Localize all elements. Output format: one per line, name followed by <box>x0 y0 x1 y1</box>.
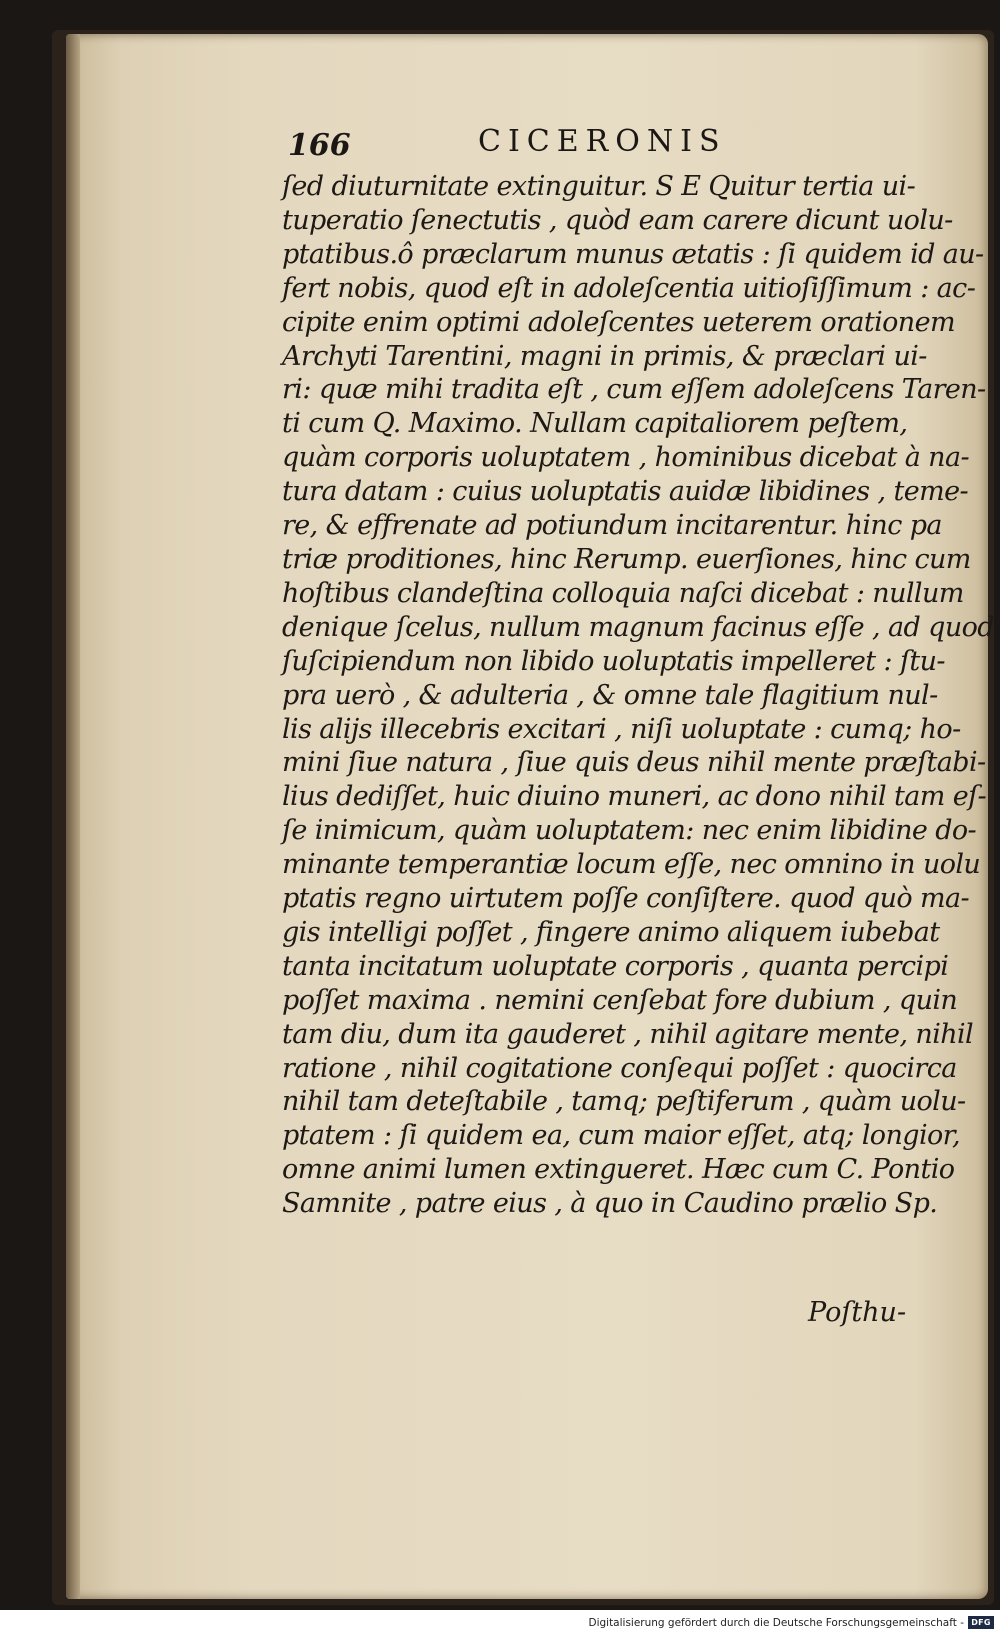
text-line: fert nobis, quod eſt in adoleſcentia uitioſiſſimum : ac- <box>282 272 976 304</box>
text-line: Archyti Tarentini, magni in primis, & præclari ui- <box>282 340 927 372</box>
text-line: tuperatio ſenectutis , quòd eam carere dicunt uolu- <box>282 204 953 236</box>
text-line: ſe inimicum, quàm uoluptatem: nec enim libidine do- <box>282 815 977 847</box>
text-line: tanta incitatum uoluptate corporis , quanta percipi <box>282 950 949 982</box>
text-line: ri: quæ mihi tradita eſt , cum eſſem adoleſcens Taren- <box>282 374 986 406</box>
text-line: omne animi lumen extingueret. Hæc cum C. Pontio <box>282 1154 955 1186</box>
text-line: nihil tam deteſtabile , tamq; peſtiferum , quàm uolu- <box>282 1086 966 1118</box>
catchword: Poſthu- <box>808 1297 907 1328</box>
text-line: gis intelligi poſſet , fingere animo aliquem iubebat <box>282 916 940 948</box>
text-line: ptatis regno uirtutem poſſe conſiſtere. quod quò ma- <box>282 883 970 915</box>
running-title: CICERONIS <box>478 124 727 159</box>
text-line: re, & effrenate ad potiundum incitarentur. hinc pa <box>282 510 942 542</box>
text-line: lius dediſſet, huic diuino muneri, ac dono nihil tam eſ- <box>282 781 987 813</box>
text-line: ptatibus.ô præclarum munus ætatis : ſi quidem id au- <box>282 238 984 270</box>
text-line: ſuſcipiendum non libido uoluptatis impelleret : ſtu- <box>282 645 945 677</box>
page-number: 166 <box>288 128 351 163</box>
body-text <box>282 170 994 1221</box>
text-line: mini ſiue natura , ſiue quis deus nihil mente præſtabi- <box>282 747 986 779</box>
text-line: hoſtibus clandeſtina colloquia naſci dicebat : nullum <box>282 577 964 609</box>
text-line: ti cum Q. Maximo. Nullam capitaliorem peſtem, <box>282 408 908 440</box>
page-header <box>288 124 888 168</box>
text-line: ratione , nihil cogitatione conſequi poſſet : quocirca <box>282 1052 957 1084</box>
text-line: pra uerò , & adulteria , & omne tale flagitium nul- <box>282 679 938 711</box>
text-line: ſed diuturnitate extinguitur. S E Quitur tertia ui- <box>282 171 916 202</box>
footer-bar <box>0 1610 1000 1635</box>
text-line: lis alijs illecebris excitari , niſi uoluptate : cumq; ho- <box>282 713 961 745</box>
text-line: cipite enim optimi adoleſcentes ueterem orationem <box>282 306 955 338</box>
page-gutter <box>66 34 80 1599</box>
text-line: quàm corporis uoluptatem , hominibus dicebat à na- <box>282 442 969 474</box>
text-line: denique ſcelus, nullum magnum facinus eſſe , ad quod <box>282 611 994 643</box>
text-line: Samnite , patre eius , à quo in Caudino prælio Sp. <box>282 1188 938 1220</box>
dfg-logo: DFG <box>968 1616 994 1629</box>
text-line: triæ proditiones, hinc Rerump. euerſiones, hinc cum <box>282 543 971 575</box>
text-line: tam diu, dum ita gauderet , nihil agitare mente, nihil <box>282 1018 974 1050</box>
text-line: minante temperantiæ locum eſſe, nec omnino in uolu <box>282 849 981 881</box>
text-line: poſſet maxima . nemini cenſebat fore dubium , quin <box>282 984 958 1016</box>
text-line: ptatem : ſi quidem ea, cum maior eſſet, atq; longior, <box>282 1120 960 1152</box>
footer-credit: Digitalisierung gefördert durch die Deutsche Forschungsgemeinschaft - <box>588 1617 964 1629</box>
text-line: tura datam : cuius uoluptatis auidæ libidines , teme- <box>282 476 968 508</box>
